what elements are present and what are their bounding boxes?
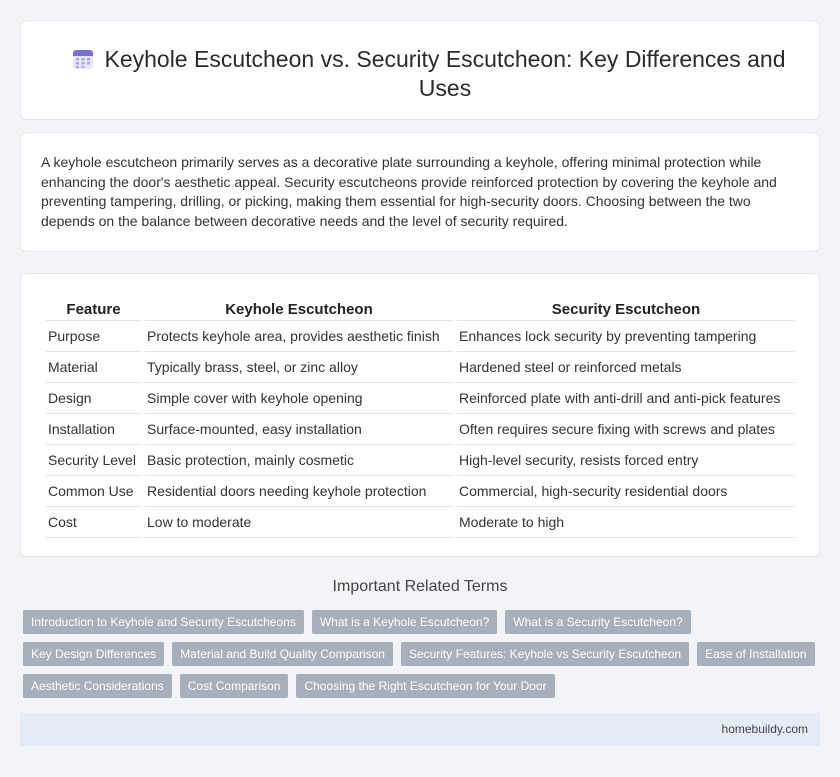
comparison-table xyxy=(42,294,799,538)
table-cell: High-level security, resists forced entry xyxy=(457,445,795,476)
table-row xyxy=(46,445,795,476)
table-cell: Purpose xyxy=(46,321,141,352)
related-term-tag[interactable]: Ease of Installation xyxy=(697,642,814,666)
table-cell: Security Level xyxy=(46,445,141,476)
table-row xyxy=(46,507,795,538)
related-term-tag[interactable]: Cost Comparison xyxy=(180,674,289,698)
table-row xyxy=(46,321,795,352)
table-cell: Design xyxy=(46,383,141,414)
table-cell: Surface-mounted, easy installation xyxy=(145,414,453,445)
header-feature: Feature xyxy=(46,294,141,321)
table-cell: Commercial, high-security residential doors xyxy=(457,476,795,507)
table-cell: Often requires secure fixing with screws and plates xyxy=(457,414,795,445)
table-cell: Material xyxy=(46,352,141,383)
table-row xyxy=(46,414,795,445)
table-cell: Installation xyxy=(46,414,141,445)
comparison-table-card xyxy=(20,273,820,557)
related-term-tag[interactable]: What is a Keyhole Escutcheon? xyxy=(312,610,497,634)
table-row xyxy=(46,352,795,383)
footer xyxy=(20,713,820,746)
table-cell: Reinforced plate with anti-drill and anti-pick features xyxy=(457,383,795,414)
table-header-row xyxy=(46,294,795,321)
tag-row xyxy=(23,674,823,698)
footer-site-link[interactable]: homebuildy.com xyxy=(721,722,808,736)
related-term-tag[interactable]: What is a Security Escutcheon? xyxy=(505,610,690,634)
table-cell: Cost xyxy=(46,507,141,538)
tag-row xyxy=(23,642,823,666)
header-security: Security Escutcheon xyxy=(457,294,795,321)
related-term-tag[interactable]: Material and Build Quality Comparison xyxy=(172,642,393,666)
related-terms-tags xyxy=(23,610,823,706)
intro-text: A keyhole escutcheon primarily serves as a decorative plate surrounding a keyhole, offering minimal protection while enhancing the door's aesthetic appeal. Security escutcheons provide reinforced protection by covering the keyhole and preventing tampering, drilling, or picking, making them essential for high-security doors. Choosing between the two depends on the balance between decorative needs and the level of security required. xyxy=(41,154,777,229)
tag-row xyxy=(23,610,823,634)
header-keyhole: Keyhole Escutcheon xyxy=(145,294,453,321)
table-row xyxy=(46,383,795,414)
title-card xyxy=(20,20,820,120)
page-title: Keyhole Escutcheon vs. Security Escutcheon: Key Differences and Uses xyxy=(104,46,786,101)
table-cell: Residential doors needing keyhole protection xyxy=(145,476,453,507)
related-term-tag[interactable]: Security Features: Keyhole vs Security Escutcheon xyxy=(401,642,689,666)
table-cell: Enhances lock security by preventing tampering xyxy=(457,321,795,352)
related-term-tag[interactable]: Key Design Differences xyxy=(23,642,164,666)
table-cell: Simple cover with keyhole opening xyxy=(145,383,453,414)
table-cell: Low to moderate xyxy=(145,507,453,538)
related-term-tag[interactable]: Introduction to Keyhole and Security Escutcheons xyxy=(23,610,304,634)
table-cell: Common Use xyxy=(46,476,141,507)
related-term-tag[interactable]: Aesthetic Considerations xyxy=(23,674,172,698)
table-cell: Basic protection, mainly cosmetic xyxy=(145,445,453,476)
table-cell: Moderate to high xyxy=(457,507,795,538)
table-cell: Hardened steel or reinforced metals xyxy=(457,352,795,383)
table-row xyxy=(46,476,795,507)
related-terms-title: Important Related Terms xyxy=(332,578,508,595)
related-term-tag[interactable]: Choosing the Right Escutcheon for Your Door xyxy=(296,674,554,698)
table-cell: Protects keyhole area, provides aesthetic finish xyxy=(145,321,453,352)
intro-card xyxy=(20,132,820,252)
table-cell: Typically brass, steel, or zinc alloy xyxy=(145,352,453,383)
